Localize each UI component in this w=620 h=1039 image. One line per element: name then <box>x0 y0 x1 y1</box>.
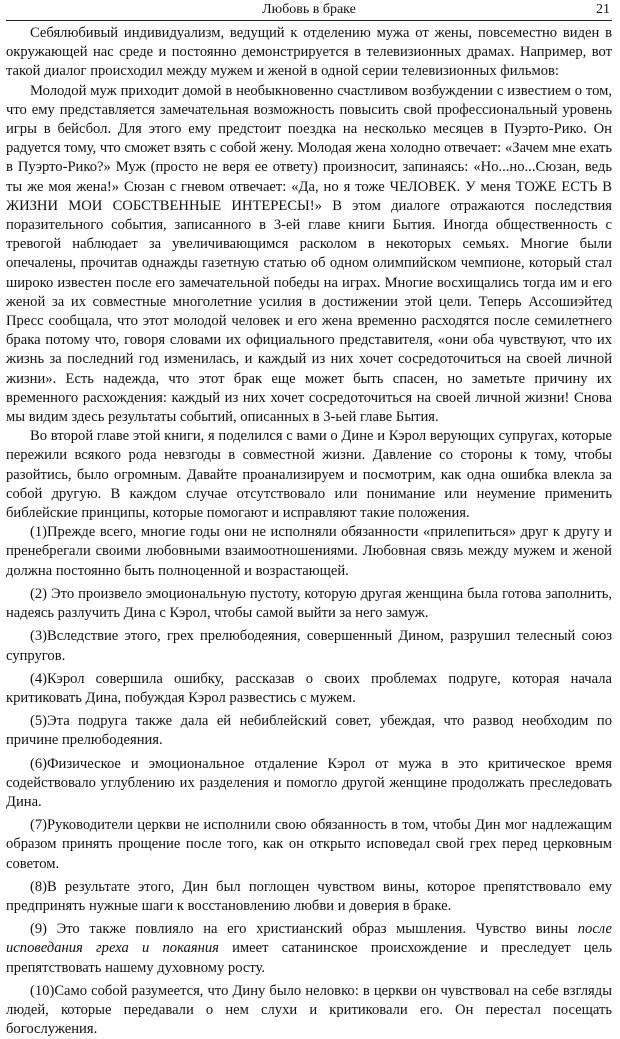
paragraph: (6)Физическое и эмоциональное отдаление Кэрол от мужа в это критическое время содействовало углублению их разделения и помогло другой женщине продолжать преследовать Дина. <box>6 755 612 810</box>
page-number: 21 <box>596 2 610 17</box>
paragraph-9-italic: после исповедания греха и покаяния <box>6 921 612 957</box>
paragraph: (4)Кэрол совершила ошибку, рассказав о своих проблемах подруге, которая начала критиковать Дина, побуждая Кэрол развестись с мужем. <box>6 670 612 706</box>
paragraph: Молодой муж приходит домой в необыкновенно счастливом возбуждении с известием о том, что ему представляется замечательная возможность повысить свой профессиональный уровень игры в бейсбол. Для этого ему предстоит поездка на несколько месяцев в Пуэрто-Рико. Он радуется тому, что сможет взять с собой жену. Молодая жена холодно отвечает: «Зачем мне ехать в Пуэрто-Рико?» Муж (просто не веря ее ответу) произносит, запинаясь: «Но...но...Сюзан, ведь ты же моя жена!» Сюзан с гневом отвечает: «Да, но я тоже ЧЕЛОВЕК. У меня ТОЖЕ ЕСТЬ В ЖИЗНИ МОИ СОБСТВЕННЫЕ ИНТЕРЕСЫ!» В этом диалоге отражаются последствия поразительного события, записанного в 3-ей главе книги Бытия. Иногда общественность с тревогой наблюдает за увеличивающимся расколом в некоторых семьях. Многие были опечалены, прочитав однажды газетную статью об одном олимпийском чемпионе, который стал широко известен после его замечательной победы на играх. Многие восхищались тогда им и его женой за их совместные многолетние усилия в достижении этой цели. Теперь Ассошиэйтед Пресс сообщала, что этот молодой человек и его жена временно расходятся после семилетнего брака потому что, говоря словами их официального представителя, «они оба чувствуют, что их жизнь за последний год изменилась, и каждый из них хочет сосредоточиться на своей личной жизни». Есть надежда, что этот брак еще может быть спасен, но заметьте причину их временного расхождения: каждый из них хочет сосредоточиться на своей личной жизни! Снова мы видим здесь результаты событий, описанных в 3-ьей главе Бытия. <box>6 82 612 426</box>
paragraph: (5)Эта подруга также дала ей небиблейский совет, убеждая, что развод необходим по причине прелюбодеяния. <box>6 713 612 749</box>
paragraph: Себялюбивый индивидуализм, ведущий к отделению мужа от жены, повсеместно виден в окружающей нас среде и постоянно демонстрируется в телевизионных драмах. Например, вот такой диалог происходил между мужем и женой в одной серии телевизионных фильмов: <box>6 25 612 80</box>
paragraph: (3)Вследствие этого, грех прелюбодеяния, совершенный Дином, разрушил телесный союз супругов. <box>6 628 612 664</box>
running-header <box>6 2 612 21</box>
paragraph: (1)Прежде всего, многие годы они не исполняли обязанности «прилепиться» друг к другу и пренебрегали своими любовными взаимоотношениями. Любовная связь между мужем и женой должна постоянно быть полноценной и возрастающей. <box>6 524 612 579</box>
paragraph-10: (10)Само собой разумеется, что Дину было неловко: в церкви он чувствовал на себе взгляды людей, которые передавали о нем слухи и критиковали его. Он перестал посещать богослужения. <box>6 982 612 1038</box>
paragraph: (8)В результате этого, Дин был поглощен чувством вины, которое препятствовало ему предпринять нужные шаги к восстановлению любви и доверия в браке. <box>6 878 612 914</box>
paragraph-9-after: имеет сатанинское происхождение и преследует цель препятствовать нашему духовному росту. <box>6 940 612 976</box>
paragraph: (2) Это произвело эмоциональную пустоту, которую другая женщина была готова заполнить, надеясь разлучить Дина с Кэрол, чтобы самой выйти за него замуж. <box>6 585 612 622</box>
header-title: Любовь в браке <box>262 2 356 17</box>
paragraph-9-before: (9) Это также повлияло на его христианский образ мышления. Чувство вины <box>30 921 578 938</box>
paragraph-9 <box>6 920 612 978</box>
paragraph: (7)Руководители церкви не исполнили свою обязанность в том, чтобы Дин мог надлежащим образом принять прощение после того, как он открыто исповедал свой грех перед церковным советом. <box>6 817 612 872</box>
body-text <box>6 24 612 1039</box>
paragraph: Во второй главе этой книги, я поделился с вами о Дине и Кэрол верующих супругах, которые пережили всякого рода невзгоды в совместной жизни. Давление со стороны к тому, чтобы разойтись, было огромным. Давайте проанализируем и посмотрим, как одна ошибка влекла за собой другую. В каждом случае отсутствовало или понимание или неумение применить библейские принципы, которые помогают и исправляют такие положения. <box>6 428 612 522</box>
